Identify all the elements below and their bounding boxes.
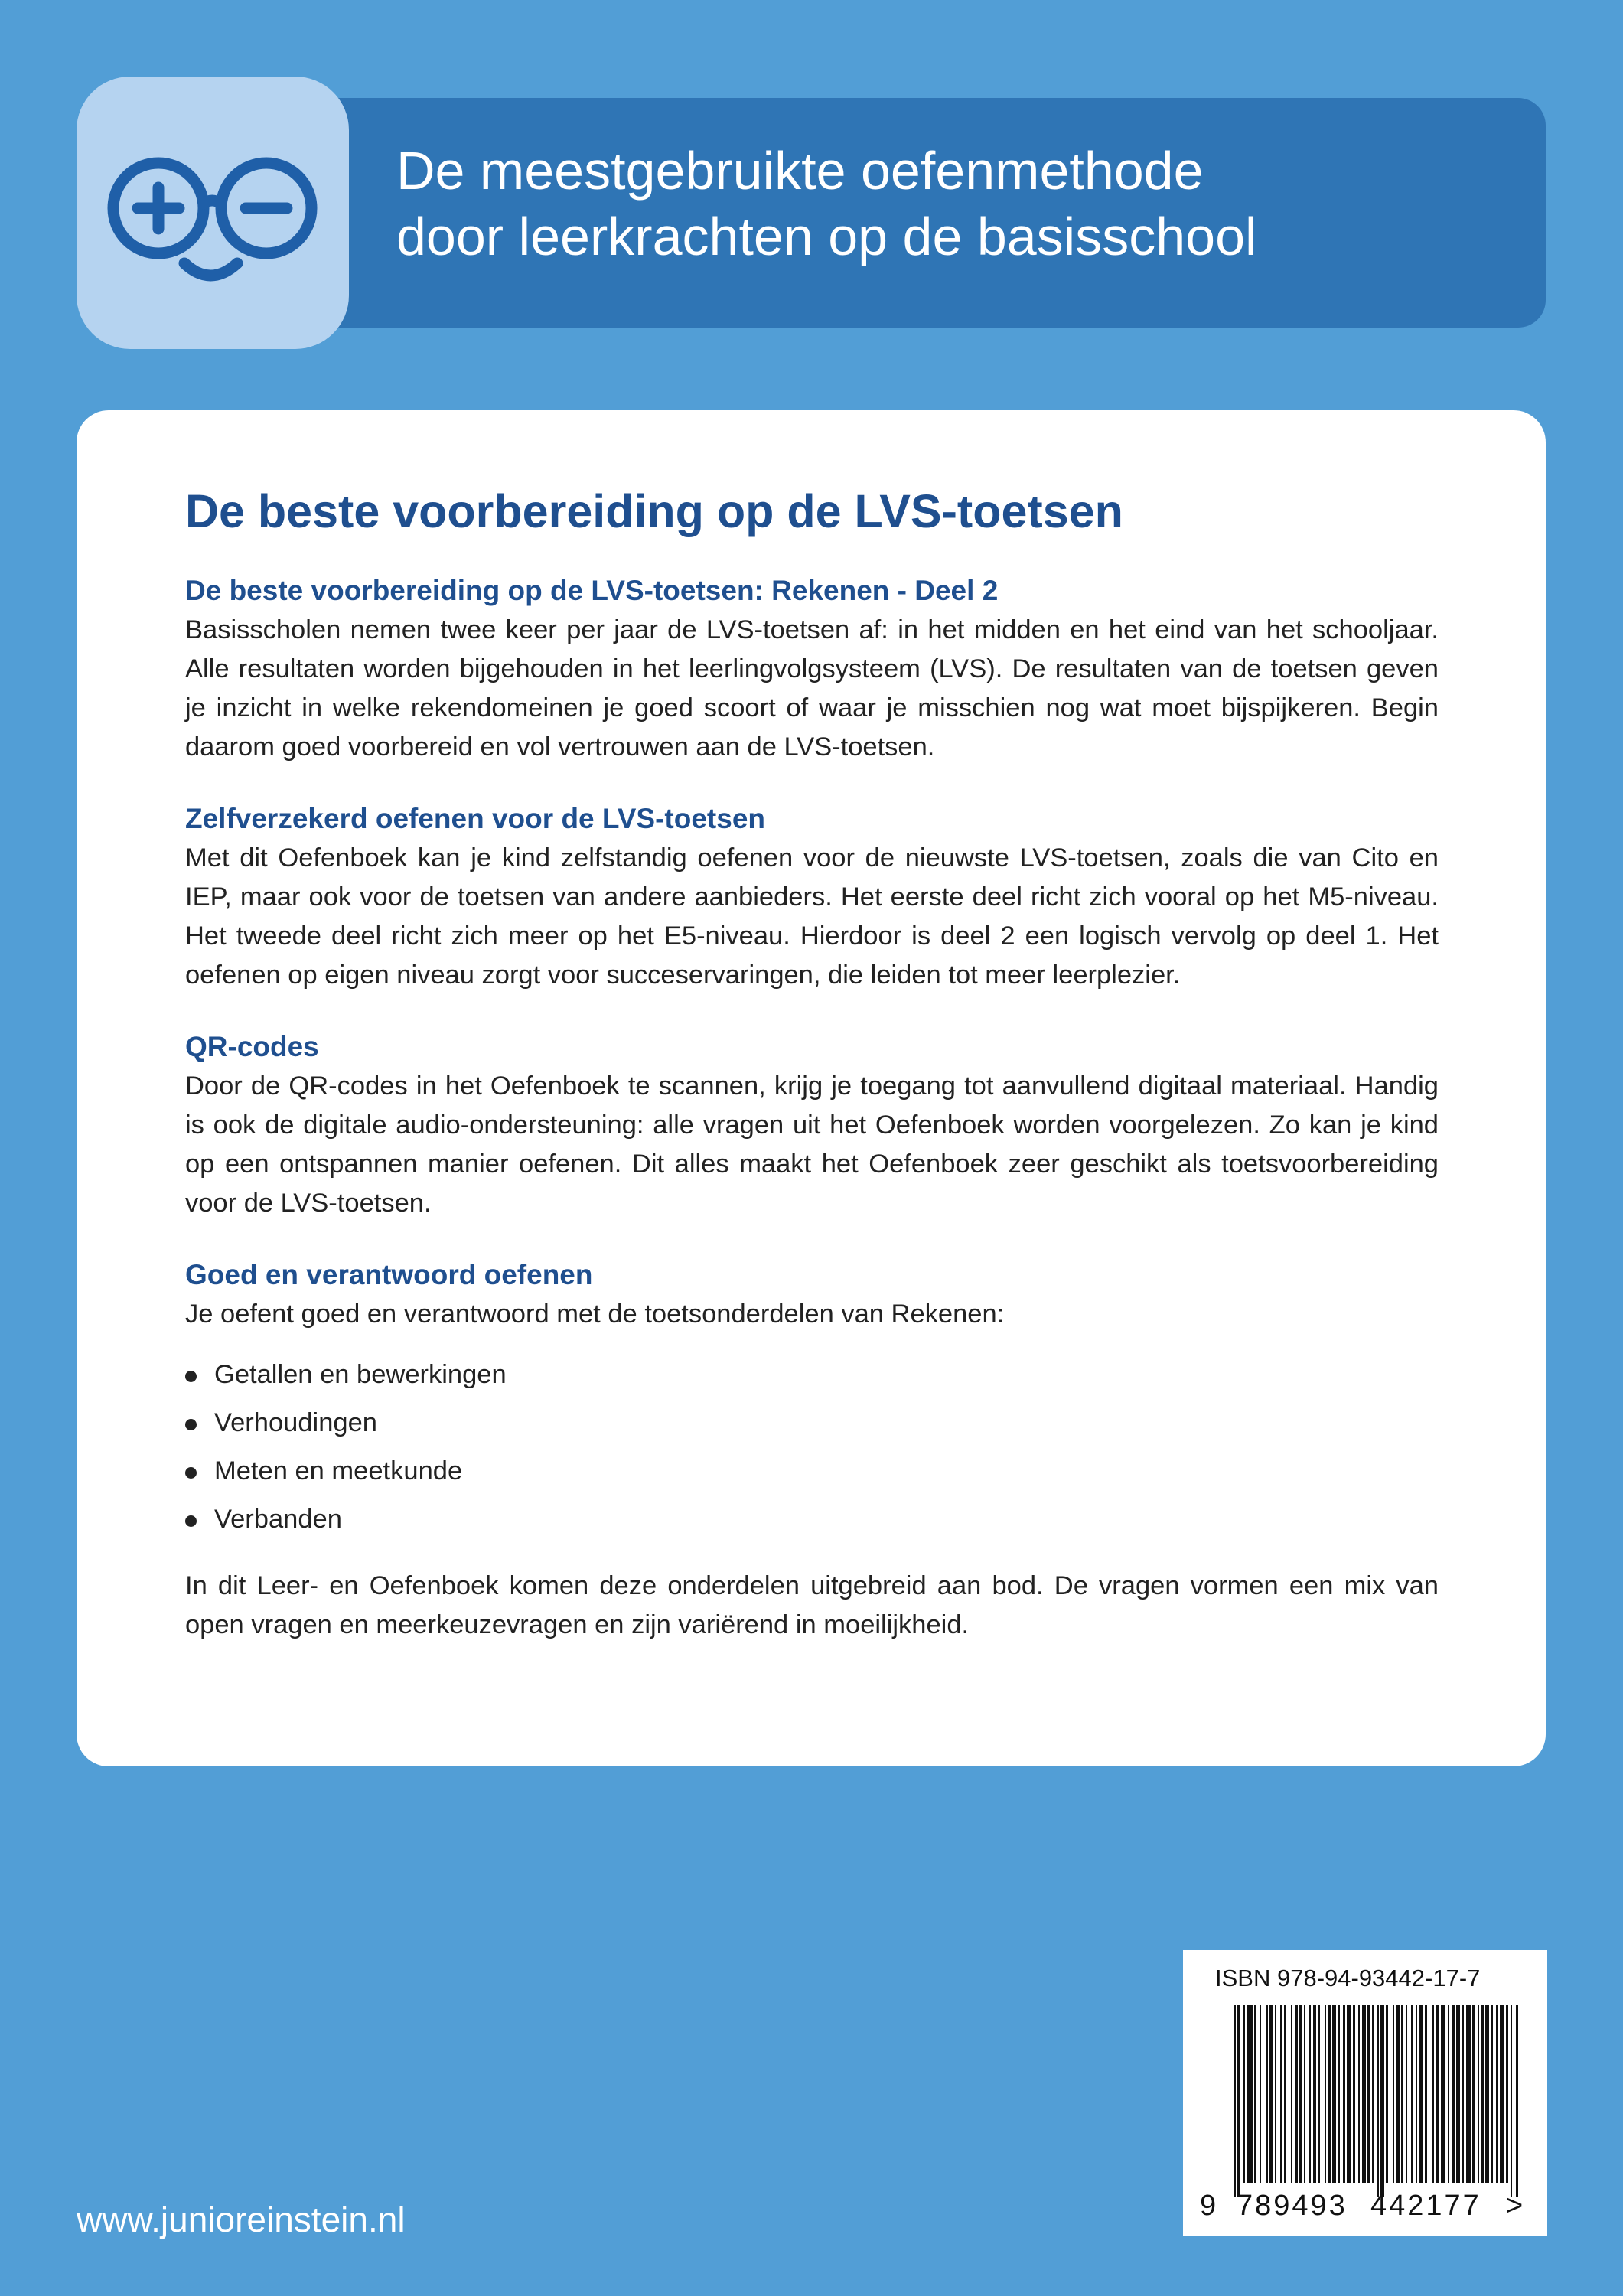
list-item-label: Getallen en bewerkingen <box>214 1360 507 1389</box>
barcode-bar <box>1304 2005 1305 2183</box>
section-heading: De beste voorbereiding op de LVS-toetsen: Rekenen - Deel 2 <box>185 575 999 606</box>
section-body: Je oefent goed en verantwoord met de toetsonderdelen van Rekenen: <box>185 1300 1005 1329</box>
barcode-bar <box>1234 2005 1236 2197</box>
list-item-label: Meten en meetkunde <box>214 1456 463 1486</box>
barcode-digits-right: 442177 <box>1370 2190 1481 2222</box>
barcode-bar <box>1416 2005 1417 2183</box>
card-content <box>185 484 1439 1645</box>
website-url: www.junioreinstein.nl <box>77 2200 406 2239</box>
logo <box>77 77 349 349</box>
isbn-label: ISBN 978-94-93442-17-7 <box>1215 1965 1481 1991</box>
section-zelfverzekerd <box>185 799 1439 995</box>
barcode-bar <box>1419 2005 1423 2183</box>
barcode-bar <box>1347 2005 1351 2183</box>
barcode-bar <box>1396 2005 1400 2183</box>
barcode-bar <box>1247 2005 1253 2183</box>
section-body: Basisscholen nemen twee keer per jaar de LVS-toetsen af: in het midden en het eind van het schooljaar. Alle resultaten worden bijgehouden in het leerlingvolgsysteem (LVS). De resultaten van de toetsen geven je inzicht in welke rekendomeinen je goed scoort of waar je misschien nog wat moet bijspijkeren. Begin daarom goed voorbereid en vol vertrouwen aan de LVS-toetsen. <box>185 615 1439 762</box>
barcode-bar <box>1269 2005 1273 2183</box>
barcode-bar <box>1441 2005 1445 2183</box>
barcode-bar <box>1299 2005 1302 2183</box>
barcode-digit-first: 9 <box>1200 2190 1217 2222</box>
description-card <box>77 410 1546 1766</box>
bullet-icon <box>185 1467 197 1479</box>
barcode-bar <box>1472 2005 1475 2183</box>
section-heading: QR-codes <box>185 1031 319 1062</box>
barcode-bar <box>1425 2005 1427 2183</box>
barcode-bar <box>1481 2005 1484 2183</box>
tagline-line-2: door leerkrachten op de basisschool <box>396 207 1257 266</box>
barcode-bar <box>1309 2005 1311 2183</box>
tagline-line-1: De meestgebruikte oefenmethode <box>396 141 1204 201</box>
section-heading: Zelfverzekerd oefenen voor de LVS-toetsen <box>185 803 766 834</box>
barcode-digits-left: 789493 <box>1237 2190 1348 2222</box>
barcode-bar <box>1237 2005 1240 2197</box>
barcode-bar <box>1401 2005 1403 2183</box>
barcode-bar <box>1500 2005 1504 2183</box>
barcode-bar <box>1284 2005 1286 2183</box>
section-body: Door de QR-codes in het Oefenboek te scannen, krijg je toegang tot aanvullend digitaal materiaal. Handig is ook de digitale audio-ondersteuning: alle vragen uit het Oefenboek worden voorgelezen. Zo kan je kind op een ontspannen manier oefenen. Dit alles maakt het Oefenboek zeer geschikt als toetsvoorbereiding voor de LVS-toetsen. <box>185 1071 1439 1218</box>
plus-minus-glasses-smiley-icon <box>77 77 349 349</box>
barcode-bar <box>1295 2005 1298 2183</box>
barcode-bar <box>1291 2005 1292 2183</box>
barcode-bar <box>1377 2005 1379 2197</box>
list-item <box>185 1447 1439 1495</box>
barcode-bar <box>1338 2005 1340 2183</box>
bullet-icon <box>185 1371 197 1382</box>
barcode-bar <box>1466 2005 1471 2183</box>
barcode-bar <box>1372 2005 1374 2183</box>
barcode-bar <box>1353 2005 1355 2183</box>
isbn-barcode <box>1183 1950 1547 2236</box>
section-heading: Goed en verantwoord oefenen <box>185 1259 593 1290</box>
barcode-bar <box>1478 2005 1479 2183</box>
barcode-bar <box>1318 2005 1320 2183</box>
barcode-bar <box>1506 2005 1508 2183</box>
barcode-bar <box>1260 2005 1261 2183</box>
barcode-bar <box>1406 2005 1407 2183</box>
barcode-bar <box>1491 2005 1493 2183</box>
bullet-icon <box>185 1419 197 1430</box>
barcode-bar <box>1386 2005 1388 2183</box>
list-item-label: Verhoudingen <box>214 1408 377 1437</box>
barcode-end-marker: > <box>1506 2190 1524 2222</box>
barcode-bar <box>1485 2005 1489 2183</box>
section-qr-codes <box>185 1027 1439 1223</box>
barcode-bar <box>1254 2005 1256 2183</box>
barcode-bar <box>1448 2005 1449 2183</box>
barcode-bar <box>1343 2005 1345 2183</box>
barcode-bar <box>1380 2005 1384 2197</box>
barcode-bar <box>1432 2005 1434 2183</box>
bullet-icon <box>185 1515 197 1527</box>
barcode-bar <box>1328 2005 1331 2183</box>
list-item <box>185 1495 1439 1544</box>
barcode-bar <box>1393 2005 1394 2183</box>
barcode-bar <box>1511 2005 1512 2197</box>
barcode-bar <box>1462 2005 1464 2183</box>
barcode-bar <box>1452 2005 1455 2183</box>
barcode-bar <box>1358 2005 1360 2183</box>
tagline <box>396 138 1529 269</box>
barcode-bar <box>1496 2005 1498 2183</box>
barcode-bar <box>1325 2005 1326 2183</box>
barcode-bar <box>1516 2005 1518 2197</box>
topic-list <box>185 1351 1439 1544</box>
barcode-bar <box>1280 2005 1282 2183</box>
section-body: Met dit Oefenboek kan je kind zelfstandig oefenen voor de nieuwste LVS-toetsen, zoals die van Cito en IEP, maar ook voor de toetsen van andere aanbieders. Het eerste deel richt zich vooral op het M5-niveau. Het tweede deel richt zich meer op het E5-niveau. Hierdoor is deel 2 een logisch vervolg op deel 1. Het oefenen op eigen niveau zorgt voor succeservaringen, die leiden tot meer leerplezier. <box>185 843 1439 990</box>
list-item <box>185 1399 1439 1447</box>
barcode-bar <box>1362 2005 1366 2183</box>
section-goed-verantwoord <box>185 1255 1439 1334</box>
barcode-bar <box>1332 2005 1336 2183</box>
barcode-bar <box>1243 2005 1245 2183</box>
list-item-label: Verbanden <box>214 1505 342 1534</box>
barcode-bar <box>1456 2005 1460 2183</box>
closing-paragraph: In dit Leer- en Oefenboek komen deze onderdelen uitgebreid aan bod. De vragen vormen een mix van open vragen en meerkeuzevragen en zijn variërend in moeilijkheid. <box>185 1571 1439 1639</box>
barcode-bar <box>1275 2005 1276 2183</box>
list-item <box>185 1351 1439 1399</box>
barcode-bar <box>1411 2005 1413 2183</box>
card-title: De beste voorbereiding op de LVS-toetsen <box>185 485 1123 537</box>
barcode-bar <box>1313 2005 1316 2183</box>
barcode-bar <box>1436 2005 1439 2183</box>
barcode-bar <box>1367 2005 1370 2183</box>
section-lvs-rekenen <box>185 571 1439 767</box>
barcode-bar <box>1266 2005 1268 2183</box>
